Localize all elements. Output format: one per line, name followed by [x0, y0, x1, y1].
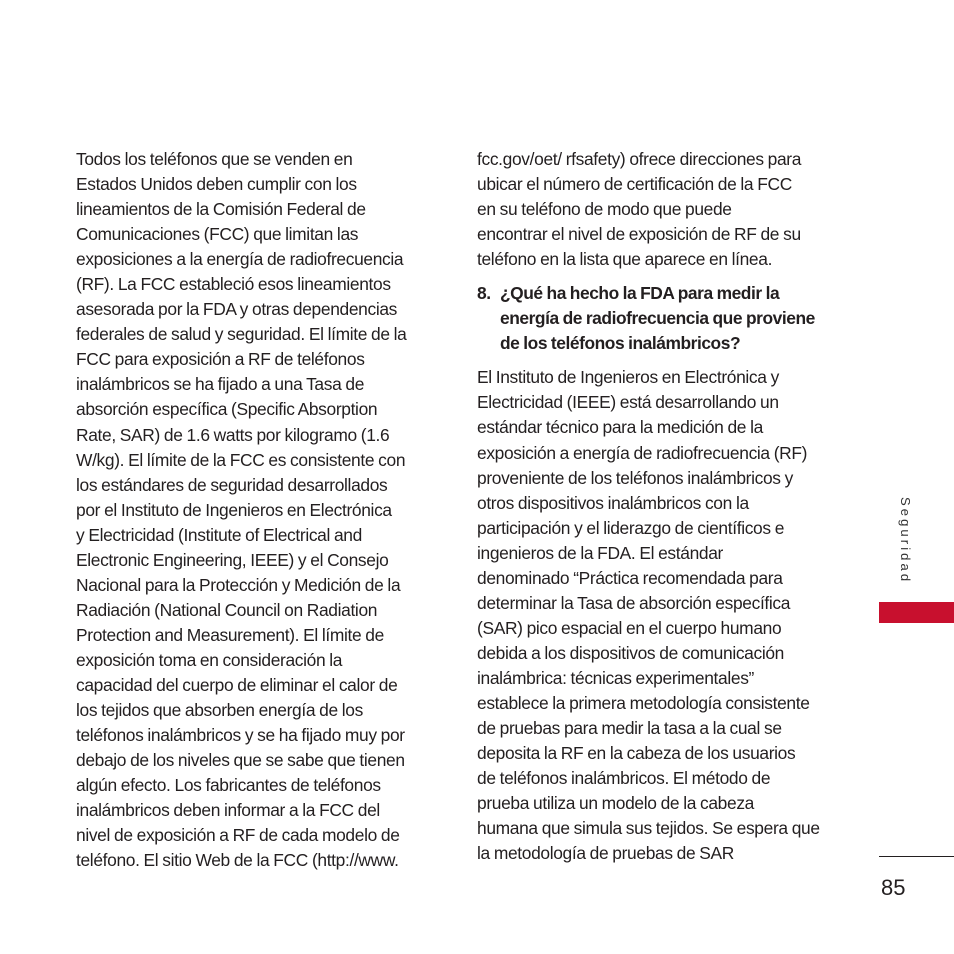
text-line: inalámbrica: técnicas experimentales” [477, 667, 754, 688]
text-line: denominado “Práctica recomendada para [477, 567, 783, 588]
text-line: Radiación (National Council on Radiation [76, 599, 378, 620]
text-line: de teléfonos inalámbricos. El método de [477, 768, 771, 789]
text-line: determinar la Tasa de absorción específica [477, 592, 791, 613]
text-line: otros dispositivos inalámbricos con la [477, 492, 749, 513]
question-heading [477, 281, 839, 356]
text-line: inalámbricos deben informar a la FCC del [76, 800, 380, 821]
text-line: (RF). La FCC estableció esos lineamientos [76, 274, 391, 295]
text-line: W/kg). El límite de la FCC es consistente con [76, 449, 406, 470]
text-line: teléfono. El sitio Web de la FCC (http://www. [76, 850, 399, 871]
question-line: energía de radiofrecuencia que proviene [500, 308, 815, 329]
text-line: El Instituto de Ingenieros en Electrónica y [477, 367, 779, 388]
text-line: humana que simula sus tejidos. Se espera que [477, 818, 820, 839]
answer-paragraph [477, 365, 839, 866]
text-line: encontrar el nivel de exposición de RF de su [477, 224, 801, 245]
text-line: participación y el liderazgo de científicos e [477, 517, 785, 538]
text-line: debida a los dispositivos de comunicación [477, 642, 785, 663]
left-column [76, 147, 438, 873]
text-line: federales de salud y seguridad. El límite de la [76, 324, 407, 345]
text-line: exposiciones a la energía de radiofrecuencia [76, 249, 404, 270]
text-line: exposición toma en consideración la [76, 649, 343, 670]
text-line: nivel de exposición a RF de cada modelo de [76, 825, 400, 846]
left-column-text [76, 147, 438, 873]
text-line: capacidad del cuerpo de eliminar el calor de [76, 674, 398, 695]
text-line: Electronic Engineering, IEEE) y el Consejo [76, 549, 389, 570]
section-tab-label: Seguridad [898, 497, 913, 585]
question-number: 8. [477, 283, 491, 304]
text-line: fcc.gov/oet/ rfsafety) ofrece direcciones para [477, 149, 802, 169]
text-line: Protection and Measurement). El límite de [76, 624, 384, 645]
text-line: ubicar el número de certificación de la FCC [477, 174, 792, 195]
text-line: los tejidos que absorben energía de los [76, 700, 363, 721]
text-line: FCC para exposición a RF de teléfonos [76, 349, 365, 370]
text-line: establece la primera metodología consistente [477, 692, 810, 713]
text-line: Electricidad (IEEE) está desarrollando un [477, 392, 779, 413]
text-line: lineamientos de la Comisión Federal de [76, 199, 366, 220]
footer-rule [879, 856, 954, 857]
text-line: proveniente de los teléfonos inalámbricos y [477, 467, 793, 488]
text-line: estándar técnico para la medición de la [477, 417, 763, 438]
text-line: en su teléfono de modo que puede [477, 199, 732, 220]
intro-paragraph [477, 147, 839, 272]
text-line: exposición a energía de radiofrecuencia (RF) [477, 442, 808, 463]
text-line: inalámbricos se ha fijado a una Tasa de [76, 374, 365, 395]
text-line: por el Instituto de Ingenieros en Electrónica [76, 499, 392, 520]
text-line: la metodología de pruebas de SAR [477, 843, 735, 864]
text-line: los estándares de seguridad desarrollados [76, 474, 388, 495]
text-line: Todos los teléfonos que se venden en [76, 149, 353, 169]
question-text: ¿Qué ha hecho la FDA para medir la [500, 283, 780, 304]
question-line [477, 281, 839, 306]
text-line: y Electricidad (Institute of Electrical and [76, 524, 362, 545]
section-tab-bar [879, 602, 954, 623]
text-line: (SAR) pico espacial en el cuerpo humano [477, 617, 782, 638]
text-line: teléfono en la lista que aparece en línea. [477, 249, 773, 270]
text-line: ingenieros de la FDA. El estándar [477, 542, 723, 563]
text-line: Estados Unidos deben cumplir con los [76, 174, 357, 195]
text-line: deposita la RF en la cabeza de los usuarios [477, 743, 796, 764]
text-line: teléfonos inalámbricos y se ha fijado muy por [76, 725, 405, 746]
question-line: de los teléfonos inalámbricos? [500, 333, 741, 354]
text-line: asesorada por la FDA y otras dependencias [76, 299, 398, 320]
text-line: prueba utiliza un modelo de la cabeza [477, 793, 754, 814]
text-line: absorción específica (Specific Absorption [76, 399, 378, 420]
text-line: Nacional para la Protección y Medición de la [76, 574, 401, 595]
text-line: de pruebas para medir la tasa a la cual se [477, 718, 782, 739]
text-line: debajo de los niveles que se sabe que tienen [76, 750, 405, 771]
page-number: 85 [881, 875, 906, 900]
text-line: algún efecto. Los fabricantes de teléfonos [76, 775, 381, 796]
text-line: Rate, SAR) de 1.6 watts por kilogramo (1.6 [76, 424, 390, 445]
right-column [477, 147, 839, 866]
text-line: Comunicaciones (FCC) que limitan las [76, 224, 359, 245]
